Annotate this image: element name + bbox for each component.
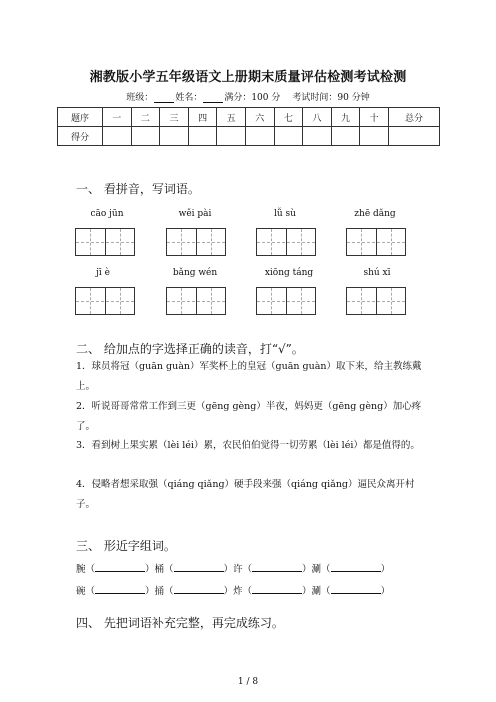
section-2-heading: 二、 给加点的字选择正确的读音，打“√”。 bbox=[76, 342, 304, 356]
question-2: 2．听说哥哥常常工作到三更（gēng gèng）半夜，妈妈更（gēng gèng）加心疼了。 bbox=[76, 401, 422, 432]
score-cell: 总分 bbox=[389, 108, 440, 127]
writing-grid[interactable] bbox=[75, 287, 135, 315]
score-label: 满分：100 分 bbox=[224, 93, 281, 103]
compose-char: 腕（ bbox=[76, 564, 96, 575]
compose-blank[interactable] bbox=[174, 583, 224, 594]
score-cell: 六 bbox=[245, 108, 274, 127]
score-table bbox=[57, 107, 440, 146]
pinyin-label: jī è bbox=[96, 268, 110, 278]
writing-grid[interactable] bbox=[256, 228, 316, 256]
compose-blank[interactable] bbox=[95, 583, 145, 594]
writing-grid[interactable] bbox=[166, 228, 226, 256]
score-table-header bbox=[58, 108, 440, 127]
compose-char: ）许（ bbox=[223, 564, 253, 575]
score-cell: 九 bbox=[331, 108, 360, 127]
compose-blank[interactable] bbox=[252, 561, 302, 572]
score-cell: 三 bbox=[160, 108, 189, 127]
pinyin-label: lǚ sù bbox=[274, 209, 296, 219]
score-cell: 八 bbox=[303, 108, 332, 127]
compose-char: ）捅（ bbox=[145, 586, 174, 597]
score-input-cell[interactable] bbox=[389, 127, 440, 146]
pinyin-label: wěi pài bbox=[178, 209, 212, 219]
compose-blank[interactable] bbox=[331, 583, 381, 594]
compose-row-1 bbox=[76, 561, 390, 575]
score-input-cell[interactable] bbox=[331, 127, 360, 146]
score-cell: 二 bbox=[131, 108, 160, 127]
writing-grid[interactable] bbox=[256, 287, 316, 315]
pinyin-label: bǎng wén bbox=[172, 268, 218, 278]
pinyin-label: cāo jūn bbox=[90, 209, 124, 219]
writing-grid[interactable] bbox=[346, 228, 406, 256]
score-table-row bbox=[58, 127, 440, 146]
score-input-cell[interactable] bbox=[360, 127, 389, 146]
compose-char: ）涮（ bbox=[302, 564, 331, 575]
score-label-cell: 得分 bbox=[58, 127, 103, 146]
writing-grid[interactable] bbox=[75, 228, 135, 256]
compose-char: 碗（ bbox=[76, 586, 96, 597]
score-input-cell[interactable] bbox=[245, 127, 274, 146]
class-label: 班级： bbox=[126, 93, 154, 103]
section-3-heading: 三、 形近字组词。 bbox=[76, 539, 176, 553]
score-input-cell[interactable] bbox=[188, 127, 217, 146]
pinyin-label: shú xī bbox=[363, 268, 391, 278]
name-blank[interactable] bbox=[203, 93, 223, 103]
compose-char: ）桶（ bbox=[145, 564, 174, 575]
question-4: 4．侵略者想采取强（qiáng qiǎng）硬手段来强（qiáng qiǎng）逼民众离开村子。 bbox=[76, 479, 415, 510]
compose-blank[interactable] bbox=[252, 583, 302, 594]
compose-blank[interactable] bbox=[95, 561, 145, 572]
score-input-cell[interactable] bbox=[274, 127, 303, 146]
score-input-cell[interactable] bbox=[303, 127, 332, 146]
score-cell: 一 bbox=[103, 108, 132, 127]
compose-char: ）炸（ bbox=[223, 586, 253, 597]
score-cell: 七 bbox=[274, 108, 303, 127]
score-cell: 五 bbox=[217, 108, 246, 127]
question-3: 3．看到树上果实累（lèi léi）累，农民伯伯觉得一切劳累（lèi léi）都是值得的。 bbox=[76, 440, 420, 451]
question-1: 1．球员将冠（guān guàn）军奖杯上的皇冠（guān guàn）取下来，给主教练戴上。 bbox=[76, 361, 422, 392]
compose-char: ） bbox=[380, 564, 391, 575]
section-1-heading: 一、 看拼音，写词语。 bbox=[76, 182, 200, 196]
compose-blank[interactable] bbox=[174, 561, 224, 572]
page-number: 1 / 8 bbox=[237, 677, 259, 687]
compose-row-2 bbox=[76, 583, 390, 597]
section-4-heading: 四、 先把词语补充完整，再完成练习。 bbox=[76, 616, 284, 630]
pinyin-label: zhē dǎng bbox=[354, 209, 396, 219]
writing-grid[interactable] bbox=[166, 287, 226, 315]
score-cell: 十 bbox=[360, 108, 389, 127]
exam-info bbox=[0, 90, 496, 103]
score-cell: 四 bbox=[188, 108, 217, 127]
score-input-cell[interactable] bbox=[131, 127, 160, 146]
compose-char: ） bbox=[380, 586, 391, 597]
class-blank[interactable] bbox=[154, 93, 174, 103]
name-label: 姓名： bbox=[175, 93, 203, 103]
page-title: 湘教版小学五年级语文上册期末质量评估检测考试检测 bbox=[89, 70, 407, 85]
compose-char: ）涮（ bbox=[302, 586, 331, 597]
time-label: 考试时间：90 分钟 bbox=[292, 93, 370, 103]
score-cell: 题序 bbox=[58, 108, 103, 127]
score-input-cell[interactable] bbox=[103, 127, 132, 146]
score-input-cell[interactable] bbox=[160, 127, 189, 146]
pinyin-label: xiōng táng bbox=[264, 268, 314, 278]
compose-blank[interactable] bbox=[331, 561, 381, 572]
writing-grid[interactable] bbox=[346, 287, 406, 315]
score-input-cell[interactable] bbox=[217, 127, 246, 146]
